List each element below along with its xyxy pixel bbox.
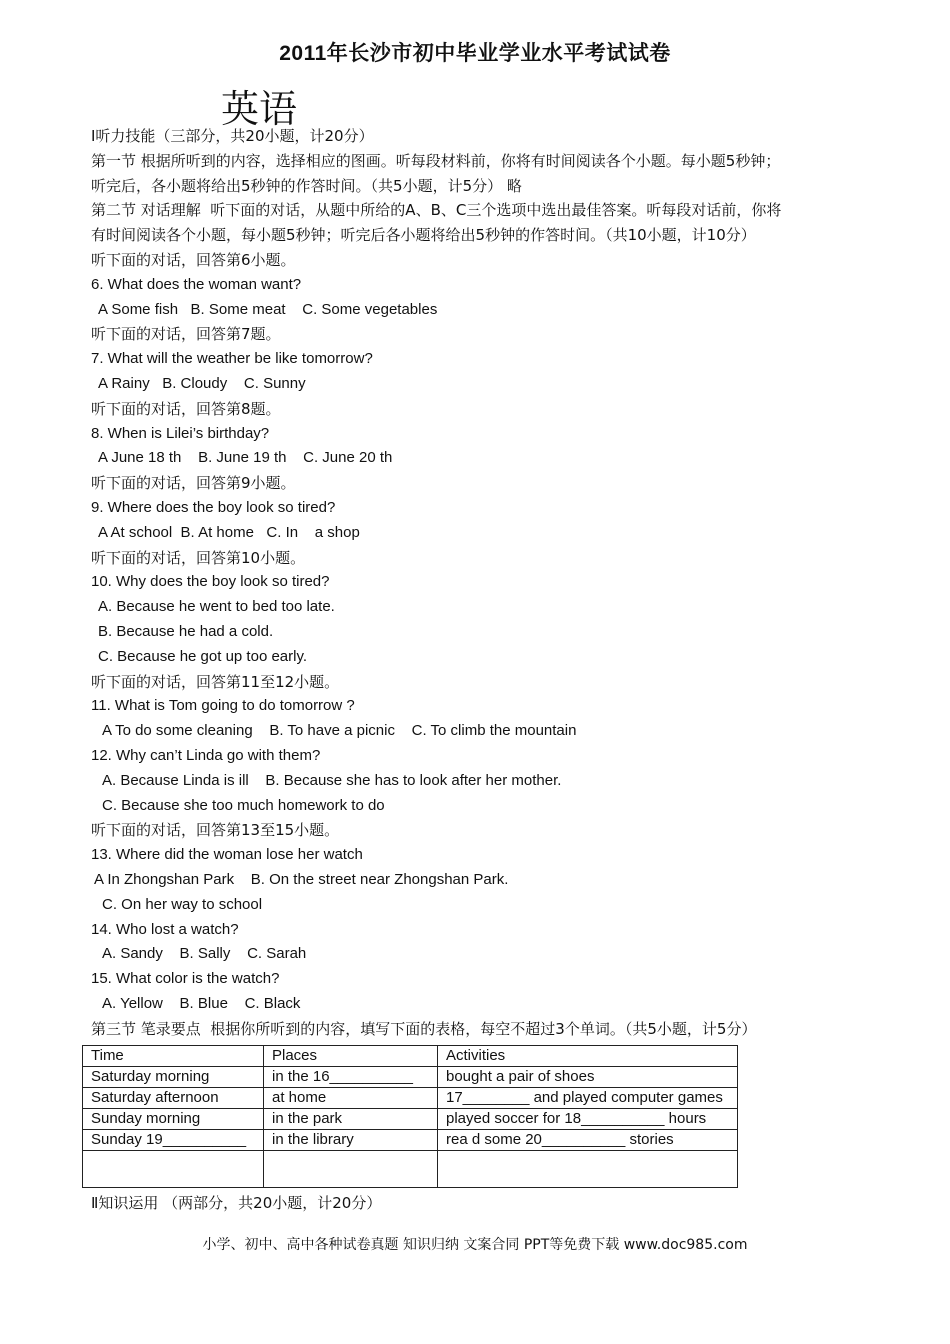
instruction-line: 听下面的对话，回答第8题。 bbox=[91, 399, 281, 418]
instruction-line: 听下面的对话，回答第6小题。 bbox=[91, 250, 296, 269]
table-cell: played soccer for 18__________ hours bbox=[438, 1109, 738, 1130]
table-cell bbox=[438, 1151, 738, 1188]
question-line: 13. Where did the woman lose her watch bbox=[91, 846, 363, 864]
question-line: A June 18 th B. June 19 th C. June 20 th bbox=[98, 449, 393, 467]
table-cell: Sunday 19__________ bbox=[83, 1130, 264, 1151]
question-line: 14. Who lost a watch? bbox=[91, 920, 239, 938]
question-line: C. On her way to school bbox=[102, 895, 263, 913]
table-row bbox=[83, 1067, 738, 1088]
question-line: A Rainy B. Cloudy C. Sunny bbox=[98, 374, 306, 392]
question-line: A Some fish B. Some meat C. Some vegetables bbox=[98, 300, 438, 318]
instruction-line: Ⅰ听力技能（三部分，共20小题，计20分） bbox=[91, 127, 374, 145]
question-line: C. Because he got up too early. bbox=[98, 647, 308, 665]
question-line: A To do some cleaning B. To have a picnic C. To climb the mountain bbox=[102, 722, 577, 740]
table-cell bbox=[83, 1151, 264, 1188]
instruction-line: 第二节 对话理解 听下面的对话，从题中所给的A、B、C三个选项中选出最佳答案。听每段对话前，你将 bbox=[91, 201, 782, 220]
subject-heading: 英语 bbox=[221, 87, 298, 131]
instruction-line: 听下面的对话，回答第13至15小题。 bbox=[91, 821, 340, 840]
instruction-line: 第三节 笔录要点 根据你所听到的内容，填写下面的表格，每空不超过3个单词。（共5小题，计5分） bbox=[91, 1019, 757, 1038]
question-line: C. Because she too much homework to do bbox=[102, 796, 385, 814]
question-line: A At school B. At home C. In a shop bbox=[98, 523, 360, 541]
table-header-row bbox=[83, 1046, 738, 1067]
table-row bbox=[83, 1109, 738, 1130]
instruction-line: 听下面的对话，回答第10小题。 bbox=[91, 548, 306, 567]
table-cell: at home bbox=[264, 1088, 438, 1109]
question-line: A. Yellow B. Blue C. Black bbox=[102, 994, 301, 1012]
question-line: 11. What is Tom going to do tomorrow ? bbox=[91, 697, 355, 715]
instruction-line: 听完后，各小题将给出5秒钟的作答时间。（共5小题，计5分） 略 bbox=[91, 176, 522, 195]
table-cell bbox=[264, 1151, 438, 1188]
question-line: 7. What will the weather be like tomorrow? bbox=[91, 350, 373, 368]
table-cell: 17________ and played computer games bbox=[438, 1088, 738, 1109]
table-cell: Saturday afternoon bbox=[83, 1088, 264, 1109]
question-line: B. Because he had a cold. bbox=[98, 622, 274, 640]
instruction-line: 有时间阅读各个小题，每小题5秒钟；听完后各小题将给出5秒钟的作答时间。（共10小题，计10分） bbox=[91, 226, 756, 245]
exam-body bbox=[91, 124, 881, 1041]
table-row-empty bbox=[83, 1151, 738, 1188]
table-row bbox=[83, 1130, 738, 1151]
question-line: 10. Why does the boy look so tired? bbox=[91, 573, 330, 591]
table-row bbox=[83, 1088, 738, 1109]
table-header-cell: Places bbox=[264, 1046, 438, 1067]
question-line: A. Because Linda is ill B. Because she has to look after her mother. bbox=[102, 771, 562, 789]
exam-title: 2011年长沙市初中毕业学业水平考试试卷 bbox=[279, 42, 671, 65]
table-cell: in the park bbox=[264, 1109, 438, 1130]
table-cell: Sunday morning bbox=[83, 1109, 264, 1130]
question-line: A. Sandy B. Sally C. Sarah bbox=[102, 945, 307, 963]
table-cell: in the library bbox=[264, 1130, 438, 1151]
question-line: 8. When is Lilei’s birthday? bbox=[91, 424, 270, 442]
table-cell: Saturday morning bbox=[83, 1067, 264, 1088]
section-2-heading: Ⅱ知识运用 （两部分，共20小题，计20分） bbox=[91, 1194, 382, 1212]
question-line: 15. What color is the watch? bbox=[91, 970, 280, 988]
instruction-line: 第一节 根据所听到的内容，选择相应的图画。听每段材料前，你将有时间阅读各个小题。每小题5秒钟； bbox=[91, 151, 781, 170]
question-line: A. Because he went to bed too late. bbox=[98, 598, 335, 616]
table-cell: rea d some 20__________ stories bbox=[438, 1130, 738, 1151]
table-header-cell: Activities bbox=[438, 1046, 738, 1067]
question-line: 9. Where does the boy look so tired? bbox=[91, 498, 336, 516]
instruction-line: 听下面的对话，回答第11至12小题。 bbox=[91, 672, 340, 691]
instruction-line: 听下面的对话，回答第7题。 bbox=[91, 325, 281, 344]
instruction-line: 听下面的对话，回答第9小题。 bbox=[91, 474, 296, 493]
question-line: 12. Why can’t Linda go with them? bbox=[91, 746, 321, 764]
question-line: 6. What does the woman want? bbox=[91, 275, 302, 293]
note-taking-table bbox=[82, 1045, 738, 1188]
question-line: A In Zhongshan Park B. On the street near Zhongshan Park. bbox=[94, 870, 509, 888]
footer-ad-text: 小学、初中、高中各种试卷真题 知识归纳 文案合同 PPT等免费下载 www.doc985.com bbox=[202, 1237, 748, 1253]
table-cell: bought a pair of shoes bbox=[438, 1067, 738, 1088]
table-cell: in the 16__________ bbox=[264, 1067, 438, 1088]
table-header-cell: Time bbox=[83, 1046, 264, 1067]
